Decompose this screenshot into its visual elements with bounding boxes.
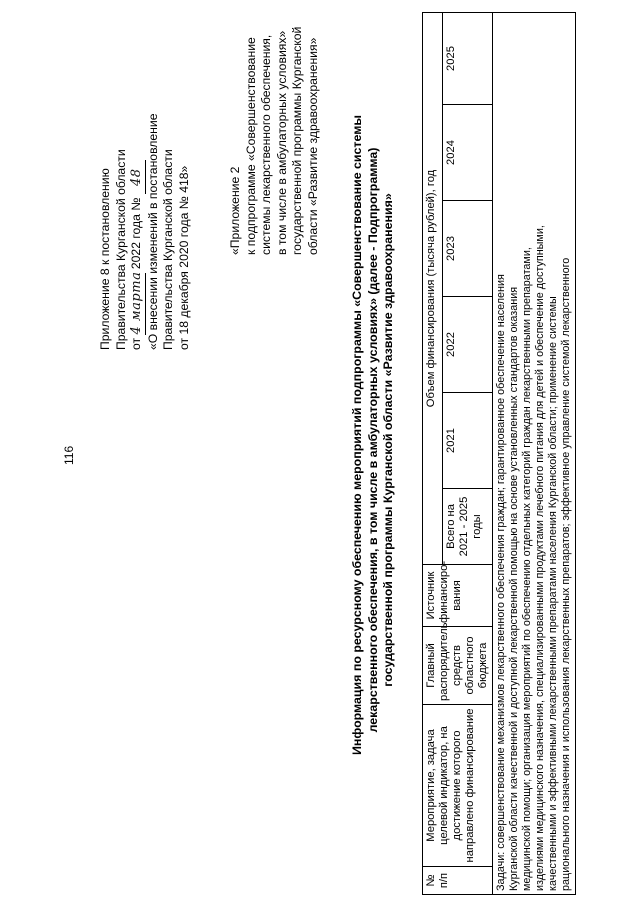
page-number: 116 bbox=[62, 445, 76, 465]
appendix-2-line-3: системы лекарственного обеспечения, bbox=[259, 34, 273, 255]
tasks-row bbox=[493, 13, 576, 895]
tasks-line-5: качественными и эффективными лекарственными препаратами населения Курганской области; применение системы bbox=[547, 296, 559, 891]
appendix-8-line-2: Правительства Курганской области bbox=[113, 149, 128, 350]
appendix-2-line-5: государственной программы Курганской bbox=[290, 26, 304, 255]
appendix-2-line-6: области «Развитие здравоохранения» bbox=[305, 37, 320, 255]
header-year-2022: 2022 bbox=[443, 297, 493, 393]
tasks-line-1: Задачи: совершенствование механизмов лекарственного обеспечения граждан; гарантированное обеспечение населения bbox=[495, 274, 507, 891]
handwritten-day: 4 марта bbox=[129, 271, 144, 335]
appendix-2-line-2: к подпрограмме «Совершенствование bbox=[243, 37, 258, 255]
tasks-cell bbox=[493, 13, 576, 895]
tasks-line-3: медицинской помощи; организация мероприятий по обеспечению отдельных категорий граждан лекарственными препаратами, bbox=[521, 247, 533, 891]
title-line-1: Информация по ресурсному обеспечению мероприятий подпрограммы «Совершенствование системы bbox=[350, 115, 364, 755]
header-year-2021: 2021 bbox=[443, 393, 493, 489]
tasks-line-6: рационального назначения и использования лекарственных препаратов; эффективное управление системой лекарственного bbox=[560, 257, 572, 891]
appendix-2-line-1: «Приложение 2 bbox=[228, 166, 242, 255]
header-num: № п/п bbox=[423, 867, 493, 895]
header-measure: Мероприятие, задача целевой индикатор, на достижение которого направлено финансирование bbox=[423, 705, 493, 867]
appendix-2-line-4: в том числе в амбулаторных условиях» bbox=[274, 30, 289, 255]
appendix-8-line-5: Правительства Курганской области bbox=[161, 149, 175, 350]
header-year-2024: 2024 bbox=[443, 105, 493, 201]
handwritten-number: 48 bbox=[129, 168, 144, 186]
resource-table bbox=[422, 12, 576, 895]
appendix-8-line-4: «О внесении изменений в постановление bbox=[145, 113, 160, 350]
tasks-line-2: Курганской области качественной и доступной лекарственной помощью на основе установленных стандартов оказания bbox=[508, 286, 520, 891]
appendix-8-line-3 bbox=[129, 10, 146, 350]
document-title bbox=[350, 115, 397, 755]
tasks-line-4: изделиями медицинского назначения, специализированными продуктами лечебного питания для детей и обеспечение доступными, bbox=[534, 225, 546, 891]
appendix-8-mid: 2022 года № bbox=[129, 197, 143, 270]
header-volume: Объем финансирования (тысяча рублей), год bbox=[423, 13, 443, 565]
appendix-2-block bbox=[228, 10, 321, 255]
header-year-2023: 2023 bbox=[443, 201, 493, 297]
header-year-2025: 2025 bbox=[443, 13, 493, 105]
header-source: Источник финансиро-вания bbox=[423, 565, 493, 627]
header-row-1 bbox=[423, 13, 443, 895]
appendix-8-line-6: от 18 декабря 2020 года № 418» bbox=[176, 165, 191, 350]
appendix-8-prefix: от bbox=[129, 337, 143, 350]
header-manager: Главный распорядитель средств областного бюджета bbox=[423, 627, 493, 705]
appendix-8-line-1: Приложение 8 к постановлению bbox=[98, 168, 112, 350]
handwritten-number-field bbox=[129, 160, 146, 194]
title-line-2: лекарственного обеспечения, в том числе в амбулаторных условиях» (далее - Подпрограмма) bbox=[365, 147, 380, 733]
appendix-8-block bbox=[98, 10, 192, 350]
header-total: Всего на 2021 - 2025 годы bbox=[443, 489, 493, 565]
title-line-3: государственной программы Курганской области «Развитие здравоохранения» bbox=[381, 193, 395, 687]
handwritten-day-field bbox=[129, 273, 146, 335]
